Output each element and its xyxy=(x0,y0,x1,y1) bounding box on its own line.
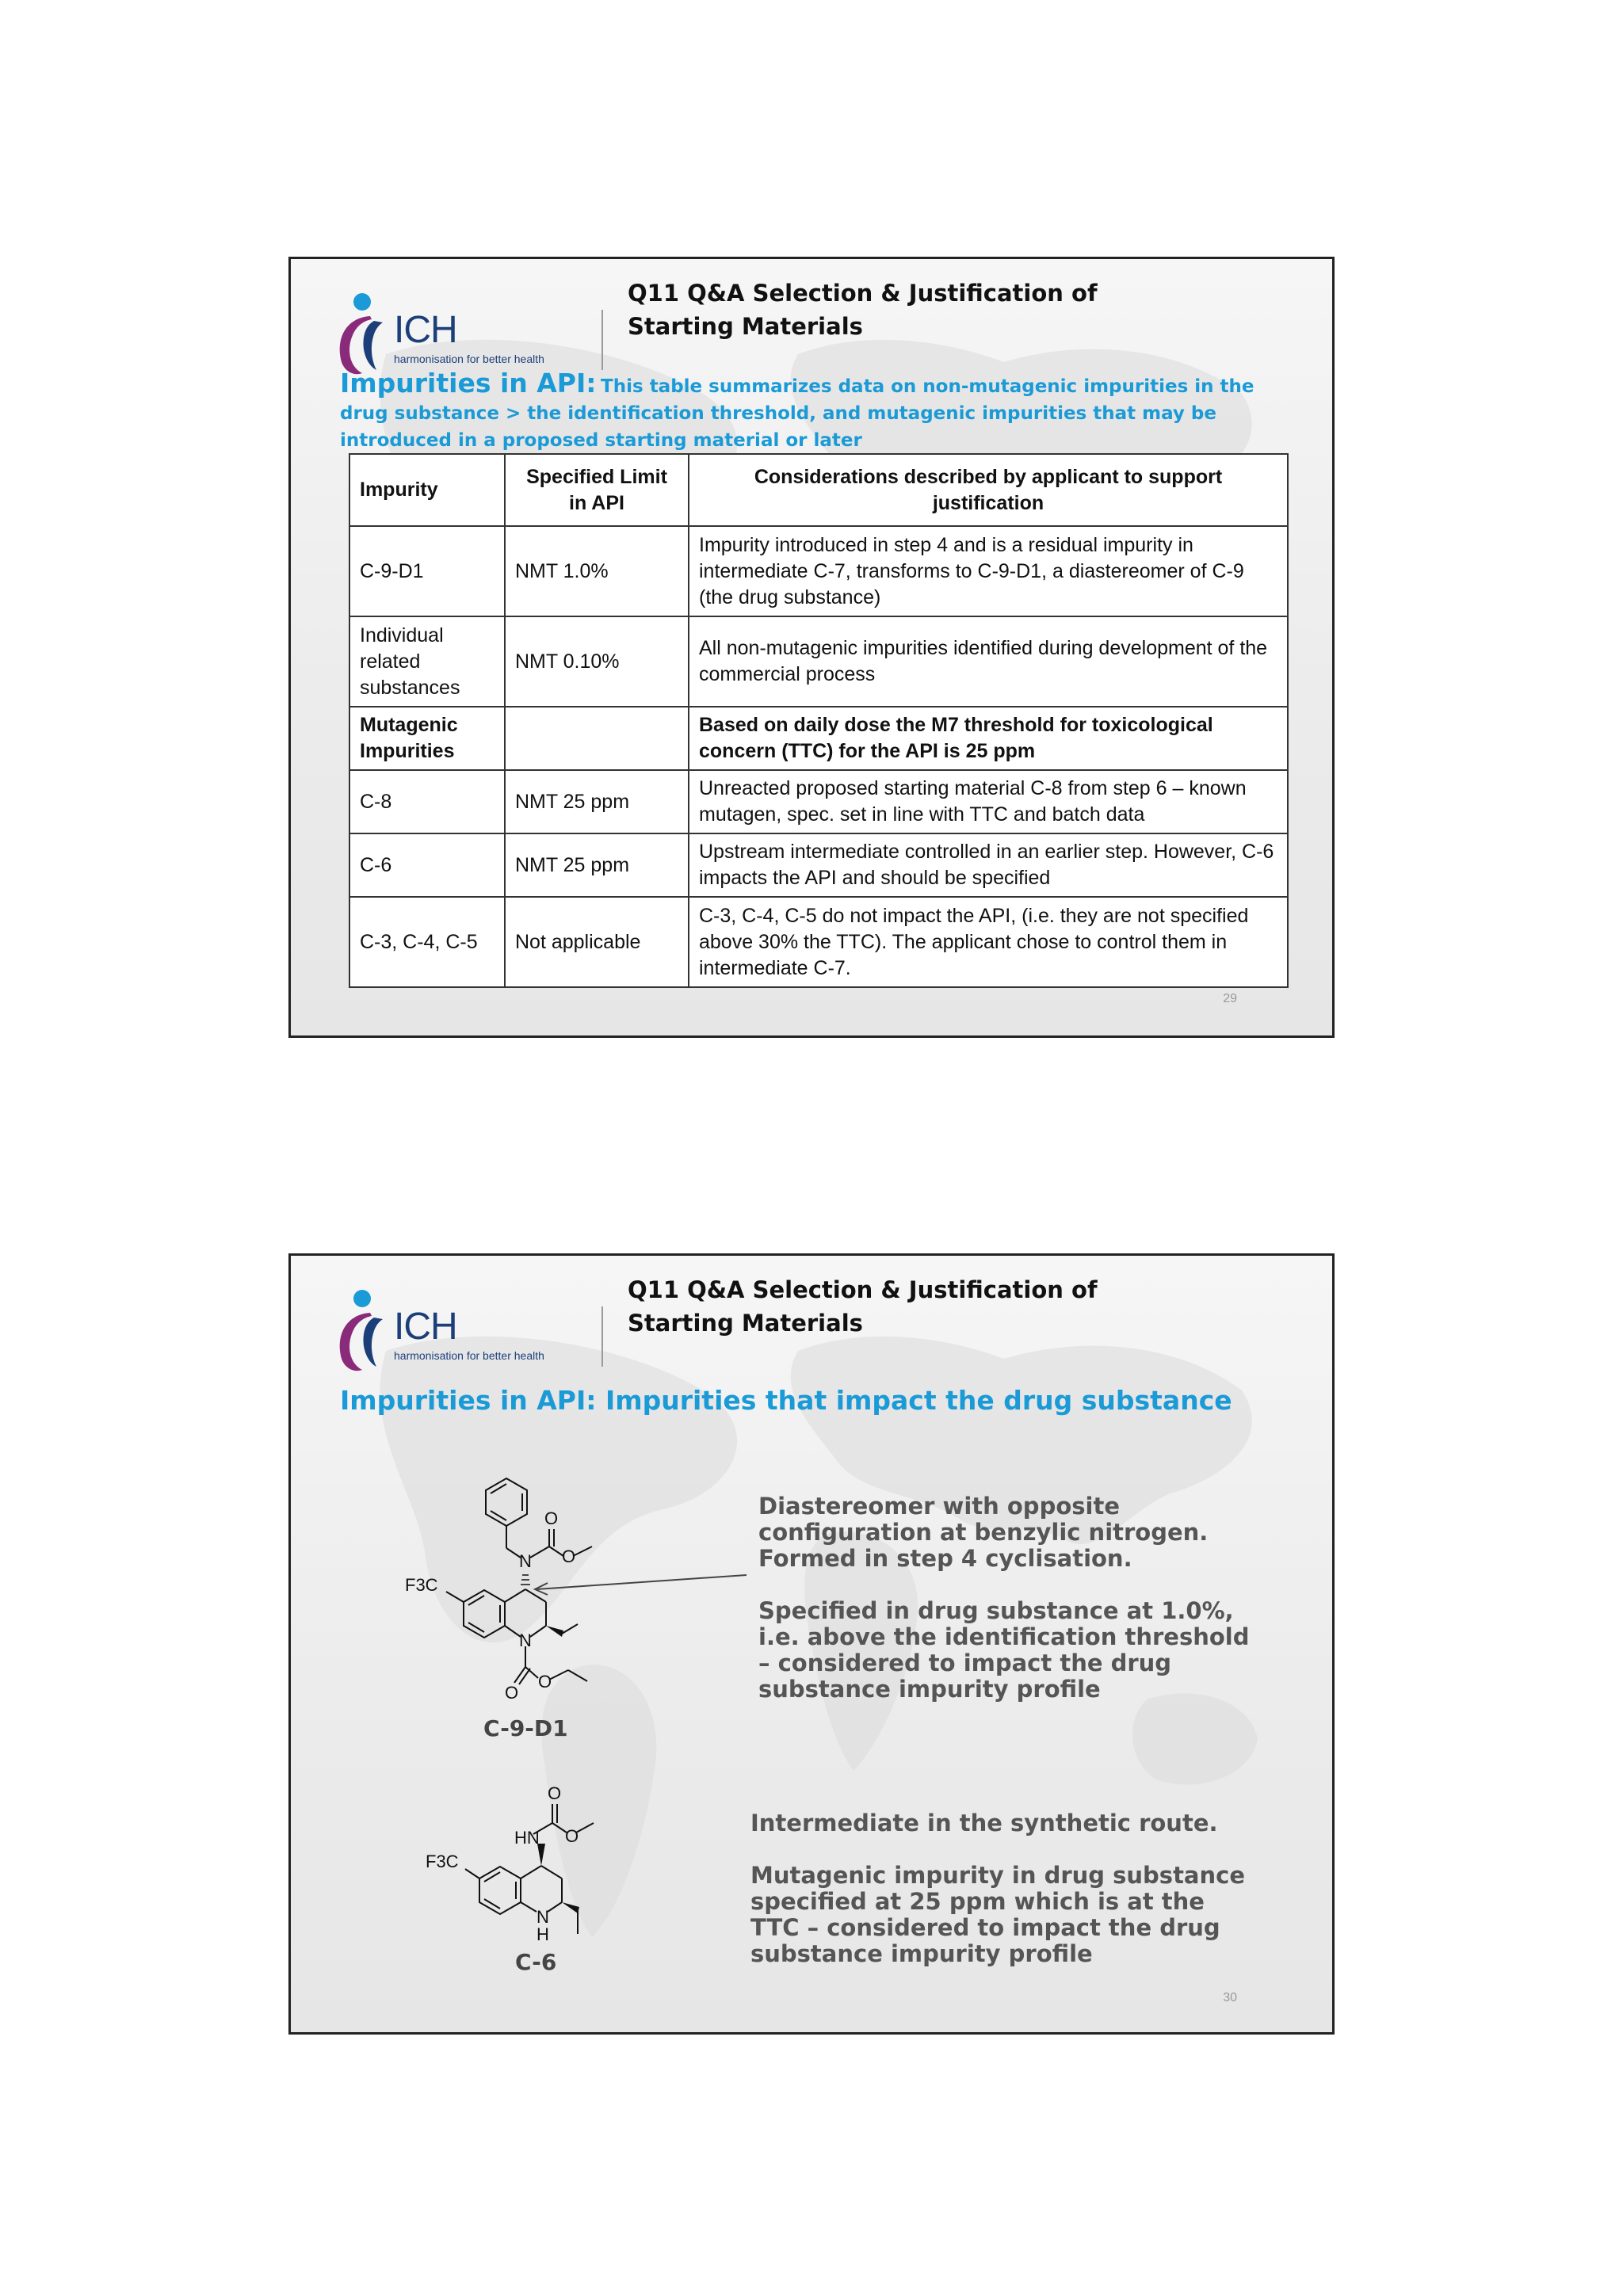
table-row xyxy=(349,707,1288,770)
atom-o-ester: O xyxy=(562,1547,576,1566)
atom-o-ester: O xyxy=(565,1826,579,1846)
cell-limit: NMT 1.0% xyxy=(505,526,689,616)
heading-prefix: Impurities in API: xyxy=(340,368,597,399)
ich-logo xyxy=(330,1287,568,1375)
table-header-row xyxy=(349,454,1288,526)
atom-n-benzylic: N xyxy=(519,1551,532,1571)
cell-considerations: C-3, C-4, C-5 do not impact the API, (i.e. they are not specified above 30% the TTC). The applicant chose to control them in intermediate C-7. xyxy=(689,897,1288,987)
atom-nh-h: H xyxy=(537,1924,549,1944)
cell-limit: NMT 0.10% xyxy=(505,616,689,707)
cf3-group: F3C xyxy=(405,1575,438,1595)
cell-impurity: C-9-D1 xyxy=(349,526,505,616)
ich-tagline: harmonisation for better health xyxy=(394,1349,544,1362)
cell-considerations: Impurity introduced in step 4 and is a residual impurity in intermediate C-7, transforms to C-9-D1, a diastereomer of C-9 (the drug substance) xyxy=(689,526,1288,616)
cell-considerations: Based on daily dose the M7 threshold for toxicological concern (TTC) for the API is 25 ppm xyxy=(689,707,1288,770)
table-row xyxy=(349,616,1288,707)
atom-n-ring: N xyxy=(519,1630,532,1650)
page-number: 29 xyxy=(1223,992,1237,1005)
slide-29 xyxy=(288,257,1335,1038)
col-header-limit: Specified Limit in API xyxy=(505,454,689,526)
ich-logo-mark xyxy=(330,291,394,378)
table-row xyxy=(349,897,1288,987)
impurities-table xyxy=(349,453,1289,988)
cell-considerations: All non-mutagenic impurities identified during development of the commercial process xyxy=(689,616,1288,707)
table-row xyxy=(349,770,1288,833)
c-6-description: Intermediate in the synthetic route. Mutagenic impurity in drug substance specified at 25 ppm which is at the TTC – considered to impact the drug substance impurity profile xyxy=(750,1810,1246,1967)
page-number: 30 xyxy=(1223,1991,1237,2004)
atom-o-carbonyl: O xyxy=(544,1508,559,1528)
table-row xyxy=(349,526,1288,616)
ich-logo-text: ICH xyxy=(394,1306,457,1348)
c-9-d1-label: C-9-D1 xyxy=(483,1715,568,1741)
cell-considerations: Unreacted proposed starting material C-8 from step 6 – known mutagen, spec. set in line with TTC and batch data xyxy=(689,770,1288,833)
cell-impurity: C-8 xyxy=(349,770,505,833)
cell-limit xyxy=(505,707,689,770)
ich-logo xyxy=(330,291,568,378)
cell-impurity: C-6 xyxy=(349,833,505,897)
c-9-d1-structure xyxy=(394,1474,663,1735)
cell-limit: NMT 25 ppm xyxy=(505,770,689,833)
c-6-label: C-6 xyxy=(515,1949,557,1975)
cell-impurity: C-3, C-4, C-5 xyxy=(349,897,505,987)
table-heading xyxy=(340,370,1275,455)
atom-nh-n: N xyxy=(537,1907,549,1927)
c-9-d1-description: Diastereomer with opposite configuration at benzylic nitrogen. Formed in step 4 cyclisation. Specified in drug substance at 1.0%, i.e. above the identification threshold – considered to impact the drug substance impurity profile xyxy=(758,1493,1250,1703)
ich-tagline: harmonisation for better health xyxy=(394,353,544,365)
slide-heading: Impurities in API: Impurities that impact the drug substance xyxy=(340,1385,1232,1416)
atom-hn: HN xyxy=(514,1828,540,1848)
cell-impurity: Mutagenic Impurities xyxy=(349,707,505,770)
atom-o-ester-lower: O xyxy=(538,1672,552,1691)
slide-30 xyxy=(288,1253,1335,2035)
slide-title: Q11 Q&A Selection & Justification of Starting Materials xyxy=(628,1276,1098,1337)
atom-o-carbonyl: O xyxy=(548,1787,562,1803)
cell-impurity: Individual related substances xyxy=(349,616,505,707)
col-header-impurity: Impurity xyxy=(349,454,505,526)
ich-logo-text: ICH xyxy=(394,309,457,351)
col-header-considerations: Considerations described by applicant to support justification xyxy=(689,454,1288,526)
header-divider xyxy=(601,310,603,370)
cell-limit: NMT 25 ppm xyxy=(505,833,689,897)
ich-logo-mark xyxy=(330,1287,394,1375)
header-divider xyxy=(601,1306,603,1367)
c-6-structure xyxy=(426,1787,647,1961)
atom-o-carbonyl-lower: O xyxy=(505,1683,519,1703)
cell-considerations: Upstream intermediate controlled in an earlier step. However, C-6 impacts the API and should be specified xyxy=(689,833,1288,897)
cell-limit: Not applicable xyxy=(505,897,689,987)
heading-description: This table summarizes data on non-mutagenic impurities in the drug substance > the identification threshold, and mutagenic impurities that may be introduced in a proposed starting material or later xyxy=(340,376,1254,451)
slide-title: Q11 Q&A Selection & Justification of Starting Materials xyxy=(628,280,1098,340)
pointer-arrow xyxy=(529,1569,750,1600)
cf3-group: F3C xyxy=(426,1852,459,1871)
table-row xyxy=(349,833,1288,897)
